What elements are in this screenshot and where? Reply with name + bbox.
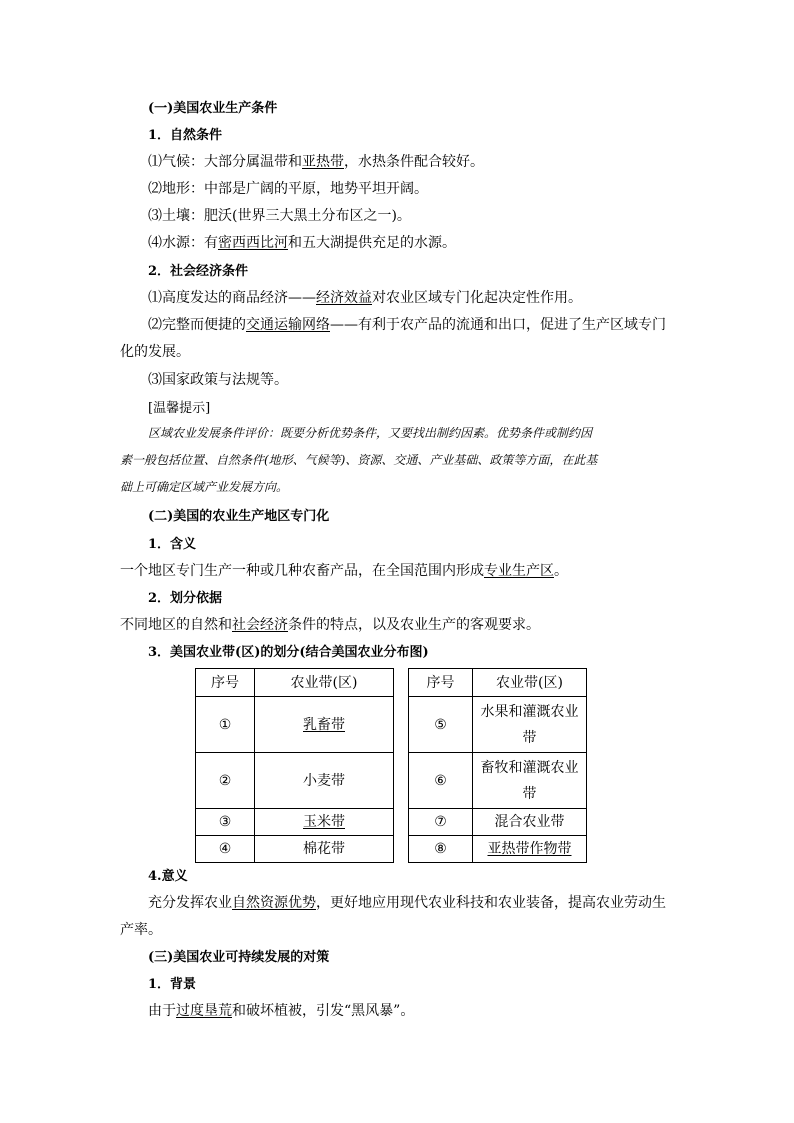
table-row bbox=[196, 836, 587, 863]
table-cell: 亚热带作物带 bbox=[473, 836, 587, 863]
table-cell: 混合农业带 bbox=[473, 809, 587, 836]
subheading-significance: 4.意义 bbox=[148, 869, 188, 884]
tip-label: [温馨提示] bbox=[148, 401, 211, 416]
table-row bbox=[196, 809, 587, 836]
tip-text-line: 础上可确定区域产业发展方向。 bbox=[120, 480, 289, 494]
table-cell: ④ bbox=[196, 836, 255, 863]
header-cell: 农业带(区) bbox=[255, 669, 394, 697]
table-cell: 畜牧和灌溉农业 带 bbox=[473, 753, 587, 809]
section-heading-2: (二)美国的农业生产地区专门化 bbox=[148, 509, 330, 524]
table-cell: ⑦ bbox=[409, 809, 473, 836]
paragraph-economy: ⑴高度发达的商品经济——经济效益对农业区域专门化起决定性作用。 bbox=[148, 290, 582, 306]
paragraph-transport-cont: 化的发展。 bbox=[120, 344, 190, 360]
table-cell: 乳畜带 bbox=[255, 697, 394, 753]
table-row bbox=[196, 753, 587, 809]
table-cell: ② bbox=[196, 753, 255, 809]
paragraph-meaning: 一个地区专门生产一种或几种农畜产品，在全国范围内形成专业生产区。 bbox=[120, 563, 568, 579]
agricultural-belt-table bbox=[195, 668, 587, 863]
underlined-term: 交通运输网络 bbox=[246, 317, 330, 333]
paragraph-transport: ⑵完整而便捷的交通运输网络——有利于农产品的流通和出口，促进了生产区域专门 bbox=[148, 317, 666, 333]
paragraph-policy: ⑶国家政策与法规等。 bbox=[148, 372, 288, 388]
tip-text-line: 区域农业发展条件评价：既要分析优势条件，又要找出制约因素。优势条件或制约因 bbox=[148, 426, 593, 440]
table-cell: 水果和灌溉农业 带 bbox=[473, 697, 587, 753]
header-cell: 农业带(区) bbox=[473, 669, 587, 697]
paragraph-background: 由于过度垦荒和破坏植被，引发“黑风暴”。 bbox=[148, 1003, 415, 1019]
table-row bbox=[196, 697, 587, 753]
paragraph-basis: 不同地区的自然和社会经济条件的特点，以及农业生产的客观要求。 bbox=[120, 617, 540, 633]
paragraph-significance: 充分发挥农业自然资源优势，更好地应用现代农业科技和农业装备，提高农业劳动生 bbox=[148, 895, 666, 911]
subheading-division: 3．美国农业带(区)的划分(结合美国农业分布图) bbox=[148, 645, 429, 660]
table-cell: 小麦带 bbox=[255, 753, 394, 809]
underlined-term: 经济效益 bbox=[316, 290, 372, 306]
table-cell: ⑥ bbox=[409, 753, 473, 809]
table-cell: 棉花带 bbox=[255, 836, 394, 863]
paragraph-significance-cont: 产率。 bbox=[120, 922, 162, 938]
section-heading-1: (一)美国农业生产条件 bbox=[148, 101, 278, 116]
table-cell: ③ bbox=[196, 809, 255, 836]
subheading-meaning: 1．含义 bbox=[148, 537, 197, 552]
underlined-term: 自然资源优势 bbox=[232, 895, 316, 911]
table-cell: ① bbox=[196, 697, 255, 753]
paragraph-climate: ⑴气候：大部分属温带和亚热带，水热条件配合较好。 bbox=[148, 154, 484, 170]
underlined-term: 社会经济 bbox=[232, 617, 288, 633]
subheading-socioeconomic: 2．社会经济条件 bbox=[148, 264, 249, 279]
paragraph-water: ⑷水源：有密西西比河和五大湖提供充足的水源。 bbox=[148, 235, 456, 251]
underlined-term: 亚热带 bbox=[302, 154, 344, 170]
paragraph-soil: ⑶土壤：肥沃(世界三大黑土分布区之一)。 bbox=[148, 208, 411, 224]
section-heading-3: (三)美国农业可持续发展的对策 bbox=[148, 950, 330, 965]
header-cell: 序号 bbox=[196, 669, 255, 697]
underlined-term: 专业生产区 bbox=[484, 563, 554, 579]
header-cell: 序号 bbox=[409, 669, 473, 697]
table-cell: ⑤ bbox=[409, 697, 473, 753]
subheading-background: 1．背景 bbox=[148, 977, 197, 992]
table-header-row bbox=[196, 669, 587, 697]
table-cell: ⑧ bbox=[409, 836, 473, 863]
subheading-basis: 2．划分依据 bbox=[148, 591, 223, 606]
tip-text-line: 素一般包括位置、自然条件(地形、气候等)、资源、交通、产业基础、政策等方面，在此基 bbox=[120, 453, 598, 467]
subheading-natural-conditions: 1．自然条件 bbox=[148, 128, 223, 143]
underlined-term: 过度垦荒 bbox=[176, 1003, 232, 1019]
underlined-term: 密西西比河 bbox=[218, 235, 288, 251]
paragraph-terrain: ⑵地形：中部是广阔的平原，地势平坦开阔。 bbox=[148, 181, 428, 197]
table-gap bbox=[394, 669, 409, 863]
table-cell: 玉米带 bbox=[255, 809, 394, 836]
